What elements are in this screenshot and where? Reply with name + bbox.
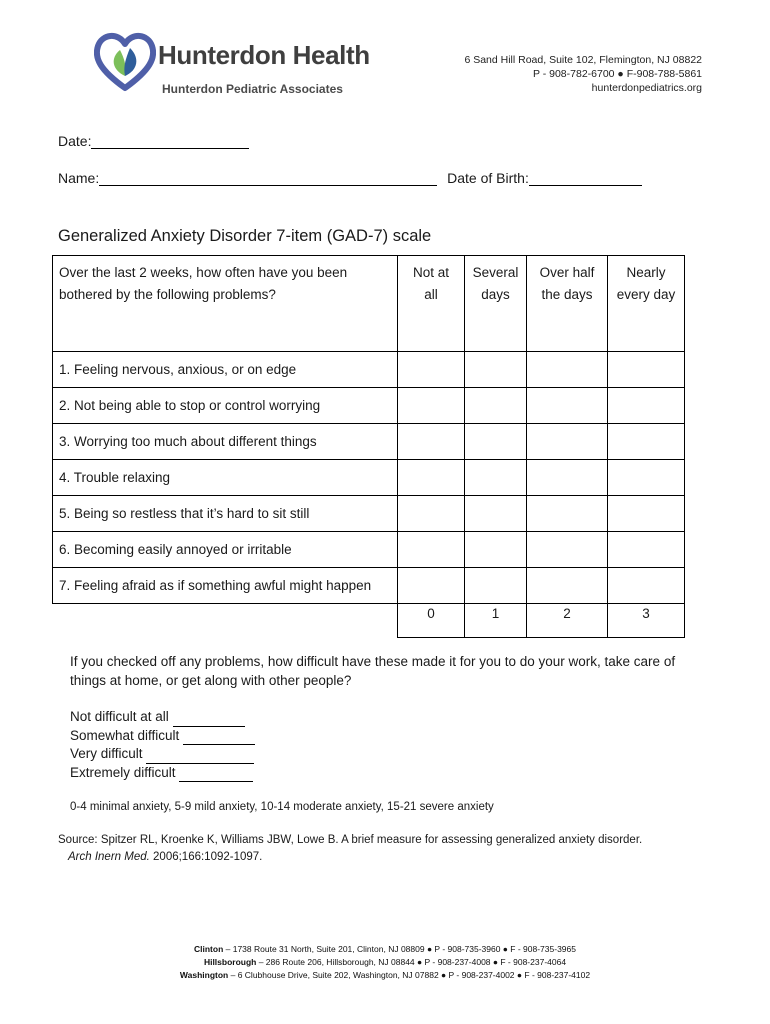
answer-cell[interactable] (398, 532, 465, 568)
answer-cell[interactable] (608, 568, 685, 604)
scoring-note: 0-4 minimal anxiety, 5-9 mild anxiety, 10-14 moderate anxiety, 15-21 severe anxiety (70, 801, 494, 813)
website-line: hunterdonpediatrics.org (591, 82, 702, 94)
answer-cell[interactable] (527, 496, 608, 532)
difficulty-options (70, 708, 255, 782)
item-label: 1. Feeling nervous, anxious, or on edge (53, 352, 398, 388)
logo-name: Hunterdon Health (158, 40, 370, 70)
item-label: 4. Trouble relaxing (53, 460, 398, 496)
answer-cell[interactable] (608, 496, 685, 532)
date-row (58, 133, 249, 149)
option-row (70, 708, 255, 727)
logo (94, 30, 384, 100)
date-field[interactable] (91, 134, 249, 149)
column-header-several-days: Several days (465, 256, 527, 352)
answer-cell[interactable] (527, 424, 608, 460)
answer-cell[interactable] (398, 352, 465, 388)
answer-cell[interactable] (398, 388, 465, 424)
name-label: Name: (58, 170, 100, 186)
table-row (53, 352, 685, 388)
item-label: 6. Becoming easily annoyed or irritable (53, 532, 398, 568)
footer-locations (0, 943, 770, 982)
option-field[interactable] (179, 767, 253, 782)
name-row (58, 170, 642, 186)
answer-cell[interactable] (608, 352, 685, 388)
heart-leaf-logo-icon (94, 30, 156, 92)
answer-cell[interactable] (398, 424, 465, 460)
table-row (53, 460, 685, 496)
answer-cell[interactable] (608, 388, 685, 424)
dob-field[interactable] (529, 171, 642, 186)
item-label: 7. Feeling afraid as if something awful might happen (53, 568, 398, 604)
footer-line-washington: Washington – 6 Clubhouse Drive, Suite 202, Washington, NJ 07882 ● P - 908-237-4002 ● F - 908-237-4102 (179, 970, 591, 980)
option-field[interactable] (183, 730, 255, 745)
answer-cell[interactable] (465, 460, 527, 496)
source-citation (58, 832, 642, 866)
answer-cell[interactable] (527, 388, 608, 424)
option-label: Extremely difficult (70, 764, 176, 780)
item-label: 3. Worrying too much about different things (53, 424, 398, 460)
scale-title: Generalized Anxiety Disorder 7-item (GAD-7) scale (58, 227, 432, 245)
answer-cell[interactable] (465, 496, 527, 532)
answer-cell[interactable] (465, 568, 527, 604)
option-label: Not difficult at all (70, 709, 169, 724)
answer-cell[interactable] (527, 460, 608, 496)
table-row (53, 424, 685, 460)
column-header-over-half: Over half the days (527, 256, 608, 352)
table-row (53, 532, 685, 568)
dob-label: Date of Birth: (447, 170, 529, 186)
journal-name: Arch Inern Med. (68, 851, 150, 863)
gad7-table (52, 255, 685, 638)
option-row (70, 727, 255, 746)
difficulty-question: If you checked off any problems, how difficult have these made it for you to do your work, take care of things at home, or get along with other people? (70, 654, 676, 688)
name-field[interactable] (99, 171, 437, 186)
score-value: 1 (465, 604, 527, 638)
source-line: Source: Spitzer RL, Kroenke K, Williams JBW, Lowe B. A brief measure for assessing generalized anxiety disorder. (58, 834, 643, 846)
source-journal-line (58, 849, 642, 866)
option-row (70, 745, 255, 764)
logo-subtitle: Hunterdon Pediatric Associates (162, 82, 343, 96)
item-label: 5. Being so restless that it’s hard to sit still (53, 496, 398, 532)
answer-cell[interactable] (398, 568, 465, 604)
answer-cell[interactable] (398, 460, 465, 496)
score-row (53, 604, 685, 638)
date-label: Date: (58, 133, 92, 149)
answer-cell[interactable] (527, 352, 608, 388)
footer-line-clinton: Clinton – 1738 Route 31 North, Suite 201, Clinton, NJ 08809 ● P - 908-735-3960 ● F - 908-735-3965 (194, 944, 576, 954)
option-label: Very difficult (70, 746, 143, 761)
score-value: 2 (527, 604, 608, 638)
address-block (464, 53, 702, 95)
table-row (53, 388, 685, 424)
option-field[interactable] (173, 712, 245, 727)
citation-detail: 2006;166:1092-1097. (149, 851, 263, 863)
address-line: 6 Sand Hill Road, Suite 102, Flemington, NJ 08822 (464, 54, 702, 66)
column-header-nearly-every-day: Nearly every day (608, 256, 685, 352)
answer-cell[interactable] (465, 424, 527, 460)
option-label: Somewhat difficult (70, 727, 180, 743)
column-header-not-at-all: Not at all (398, 256, 465, 352)
option-field[interactable] (146, 749, 254, 764)
answer-cell[interactable] (608, 532, 685, 568)
footer-line-hillsborough: Hillsborough – 286 Route 206, Hillsborough, NJ 08844 ● P - 908-237-4008 ● F - 908-237-4064 (203, 957, 567, 967)
question-header: Over the last 2 weeks, how often have you been bothered by the following problems? (53, 256, 398, 352)
score-value: 0 (398, 604, 465, 638)
answer-cell[interactable] (465, 388, 527, 424)
answer-cell[interactable] (398, 496, 465, 532)
phone-fax-line: P - 908-782-6700 ● F-908-788-5861 (532, 68, 702, 80)
table-row (53, 496, 685, 532)
answer-cell[interactable] (608, 460, 685, 496)
answer-cell[interactable] (527, 568, 608, 604)
score-value: 3 (608, 604, 685, 638)
table-header-row (53, 256, 685, 352)
answer-cell[interactable] (465, 352, 527, 388)
option-row (70, 764, 255, 783)
table-row (53, 568, 685, 604)
answer-cell[interactable] (608, 424, 685, 460)
answer-cell[interactable] (527, 532, 608, 568)
item-label: 2. Not being able to stop or control worrying (53, 388, 398, 424)
answer-cell[interactable] (465, 532, 527, 568)
